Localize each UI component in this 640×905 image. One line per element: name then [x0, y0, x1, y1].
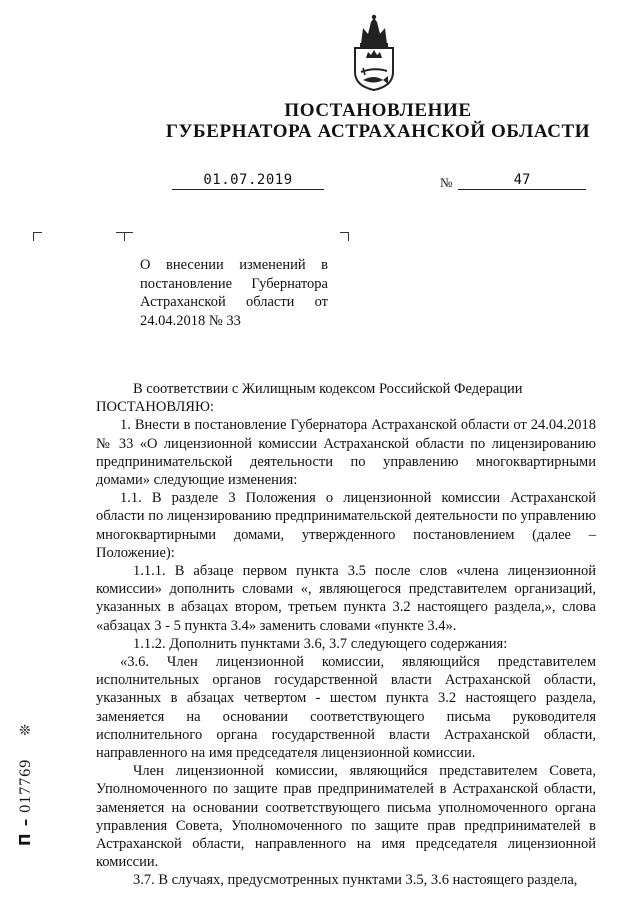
body-paragraph: Член лицензионной комиссии, являющийся представителем Совета, Уполномоченного по защите прав предпринимателей в Астраханской области, заменяется на основании соответствующего письма уполномоченного органа управления Совета, Уполномоченного по защите прав предпринимателей в Астраханской области, направленного на имя председателя лицензионной комиссии. — [96, 763, 596, 871]
document-title: ПОСТАНОВЛЕНИЕ — [284, 100, 472, 121]
star-icon: ❊ — [19, 722, 34, 736]
number-sign: № — [440, 175, 453, 190]
body-paragraph: 1.1. В разделе 3 Положения о лицензионной комиссии Астраханской области по лицензированию предпринимательской деятельности по управлению многоквартирными домами, утвержденного постановлением (далее – Положение): — [96, 490, 596, 561]
body-paragraph: В соответствии с Жилищным кодексом Российской Федерации — [133, 381, 523, 397]
document-issuer: ГУБЕРНАТОРА АСТРАХАНСКОЙ ОБЛАСТИ — [165, 121, 591, 142]
body-paragraph: 1. Внести в постановление Губернатора Астраханской области от 24.04.2018 № 33 «О лицензионной комиссии Астраханской области по лицензированию предпринимательской деятельности по управлению многоквартирными домами» следующие изменения: — [96, 417, 596, 489]
serial-number: 017769 — [17, 758, 34, 813]
form-serial-number — [16, 723, 35, 846]
serial-prefix: П – — [16, 817, 34, 846]
body-paragraph: 1.1.2. Дополнить пунктами 3.6, 3.7 следующего содержания: — [133, 635, 508, 652]
document-date: 01.07.2019 — [172, 171, 324, 190]
corner-mark — [124, 232, 133, 241]
body-paragraph: «3.6. Член лицензионной комиссии, являющийся представителем исполнительных органов государственной власти Астраханской области, указанных в абзацах четвертом - шестом пункта 3.2 настоящего раздела, заменяется на основании соответствующего письма руководителя исполнительного органа государственной власти Астраханской области, направленного на имя председателя лицензионной комиссии. — [96, 654, 596, 762]
body-paragraph: 3.7. В случаях, предусмотренных пунктами 3.5, 3.6 настоящего раздела, — [133, 872, 578, 889]
corner-mark — [33, 232, 42, 241]
document-body — [96, 380, 596, 890]
body-paragraph: 1.1.1. В абзаце первом пункта 3.5 после слов «члена лицензионной комиссии» дополнить словами «, являющегося представителем организаций, указанных в абзацах втором, третьем пункта 3.2 настоящего раздела,», слова «абзацах 3 - 5 пункта 3.4» заменить словами «пункте 3.4». — [96, 563, 596, 634]
document-subject: О внесении изменений в постановление Губернатора Астраханской области от 24.04.2018 № 33 — [140, 257, 328, 329]
decree-word: ПОСТАНОВЛЯЮ: — [96, 399, 214, 416]
corner-mark — [340, 232, 349, 241]
document-number: 47 — [458, 171, 586, 190]
coat-of-arms-icon — [349, 14, 399, 92]
